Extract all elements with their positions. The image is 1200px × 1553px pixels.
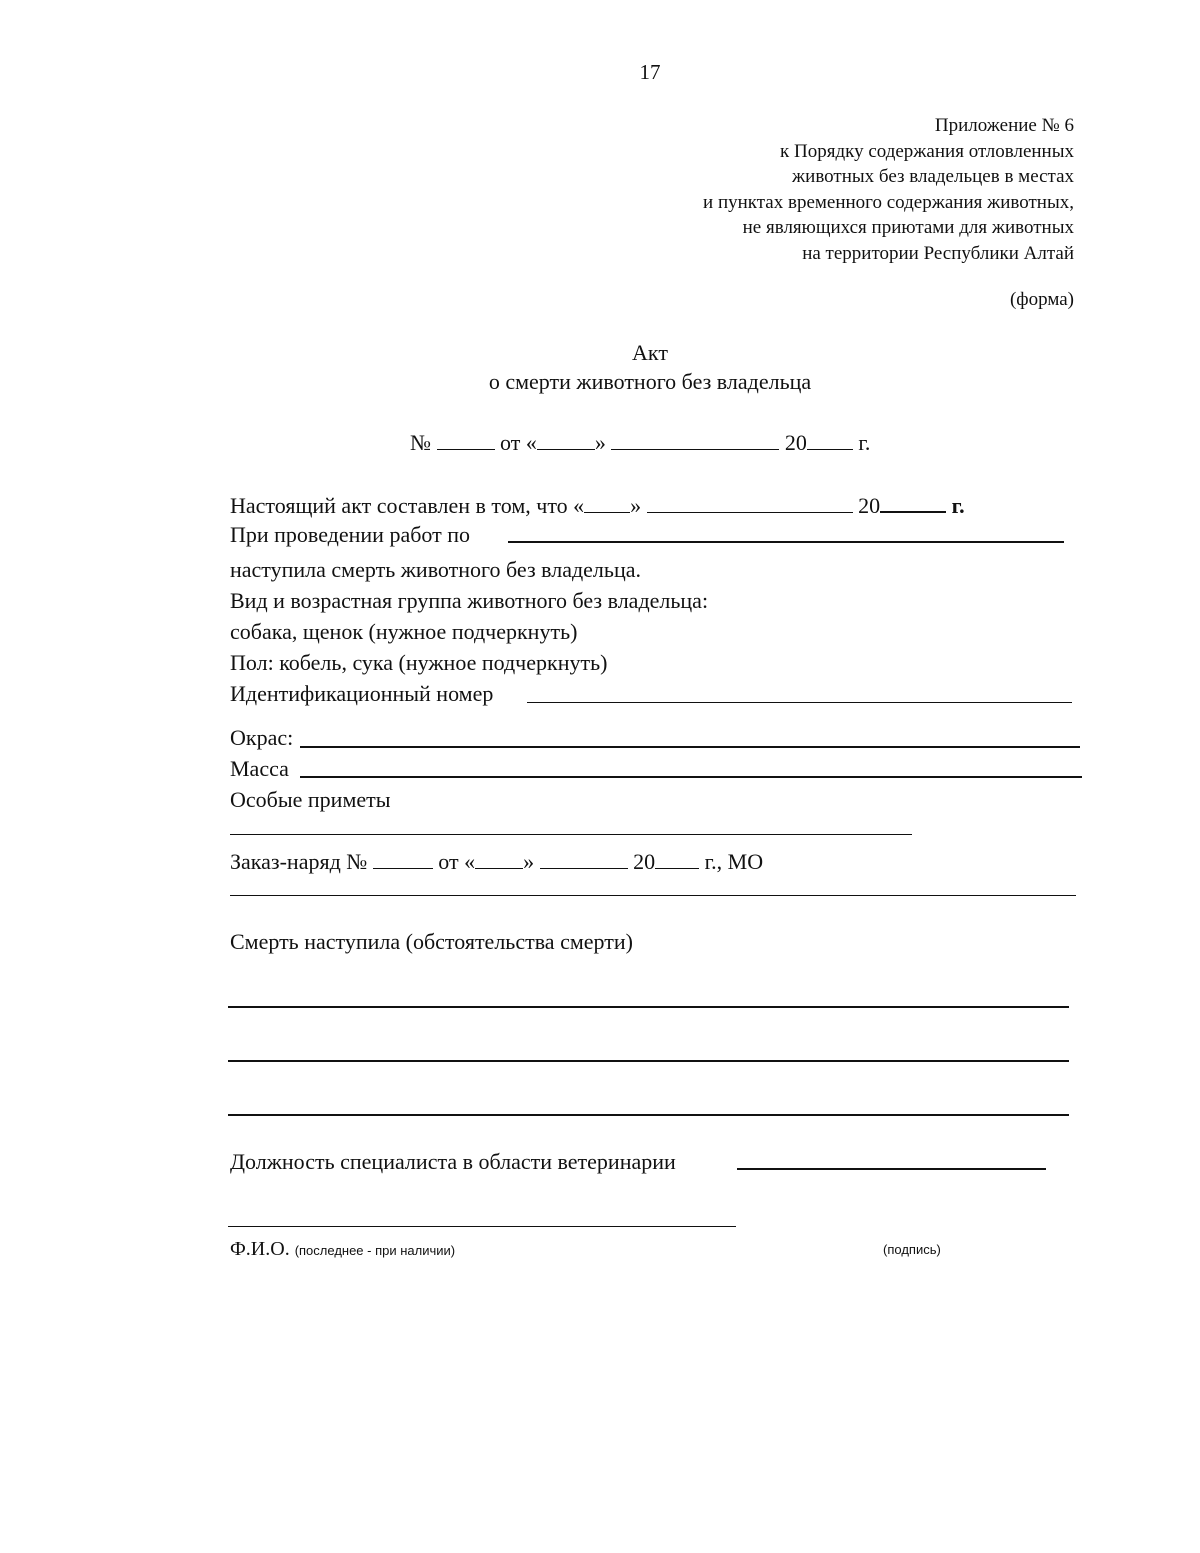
compiled-line [230, 490, 965, 517]
signature-label: (подпись) [883, 1242, 941, 1257]
appendix-line: на территории Республики Алтай [802, 242, 1074, 264]
form-label: (форма) [1009, 289, 1074, 310]
circumstances-blank-1[interactable] [228, 1006, 1069, 1008]
fio-note: (последнее - при наличии) [294, 1243, 456, 1258]
close-quote: » [594, 430, 606, 455]
act-number-line [410, 428, 870, 454]
number-sign: № [410, 430, 431, 455]
from-label: от « [500, 430, 537, 455]
act-number-blank[interactable] [437, 428, 495, 450]
fio-line [230, 1239, 455, 1259]
document-title: Акт [632, 340, 668, 365]
work-order-number-blank[interactable] [373, 847, 433, 869]
work-order-suffix: г., МО [704, 849, 764, 874]
works-label: При проведении работ по [230, 522, 471, 547]
id-number-blank[interactable] [527, 702, 1072, 703]
appendix-line: не являющихся приютами для животных [742, 217, 1074, 238]
work-order-quote: » [523, 849, 535, 874]
compiled-quote: » [630, 493, 642, 518]
year-prefix: 20 [784, 430, 807, 455]
vet-position-blank[interactable] [737, 1168, 1046, 1170]
vet-position-label: Должность специалиста в области ветеринарии [230, 1149, 676, 1174]
species-label: Вид и возрастная группа животного без владельца: [230, 588, 709, 613]
compiled-year-prefix: 20 [858, 493, 881, 518]
special-marks-label: Особые приметы [230, 787, 391, 812]
work-order-line [230, 847, 763, 873]
works-blank[interactable] [508, 541, 1064, 543]
mass-blank[interactable] [300, 776, 1082, 778]
species-options: собака, щенок (нужное подчеркнуть) [230, 619, 578, 644]
work-order-day-blank[interactable] [475, 847, 523, 869]
fio-blank[interactable] [228, 1226, 736, 1227]
compiled-month-blank[interactable] [647, 491, 853, 513]
appendix-line: к Порядку содержания отловленных [780, 140, 1074, 162]
act-day-blank[interactable] [537, 428, 595, 450]
work-order-month-blank[interactable] [540, 847, 628, 869]
act-month-blank[interactable] [611, 428, 779, 450]
death-occurred-text: наступила смерть животного без владельца. [230, 557, 641, 582]
work-order-label: Заказ-наряд № [230, 849, 368, 874]
special-marks-blank[interactable] [230, 834, 912, 835]
sex-options: Пол: кобель, сука (нужное подчеркнуть) [230, 650, 608, 675]
act-year-blank[interactable] [807, 428, 853, 450]
color-label: Окрас: [230, 725, 294, 750]
appendix-line: и пунктах временного содержания животных, [703, 191, 1074, 213]
compiled-label: Настоящий акт составлен в том, что « [230, 493, 585, 518]
page-number: 17 [639, 60, 661, 84]
document-subtitle: о смерти животного без владельца [488, 369, 812, 394]
appendix-line: Приложение № 6 [934, 115, 1074, 136]
appendix-header [703, 113, 1074, 266]
color-blank[interactable] [300, 746, 1080, 748]
compiled-year-suffix: г. [951, 493, 965, 518]
compiled-year-blank[interactable] [880, 490, 946, 513]
work-order-year-prefix: 20 [633, 849, 656, 874]
year-suffix: г. [858, 430, 871, 455]
work-order-year-blank[interactable] [655, 847, 699, 869]
mass-label: Масса [230, 756, 289, 781]
work-order-mo-blank[interactable] [230, 895, 1076, 896]
circumstances-label: Смерть наступила (обстоятельства смерти) [230, 929, 633, 954]
id-label: Идентификационный номер [230, 681, 494, 706]
appendix-line: животных без владельцев в местах [792, 166, 1074, 187]
compiled-day-blank[interactable] [584, 491, 630, 513]
work-order-from: от « [438, 849, 476, 874]
fio-label: Ф.И.О. [230, 1238, 290, 1260]
circumstances-blank-2[interactable] [228, 1060, 1069, 1062]
circumstances-blank-3[interactable] [228, 1114, 1069, 1116]
